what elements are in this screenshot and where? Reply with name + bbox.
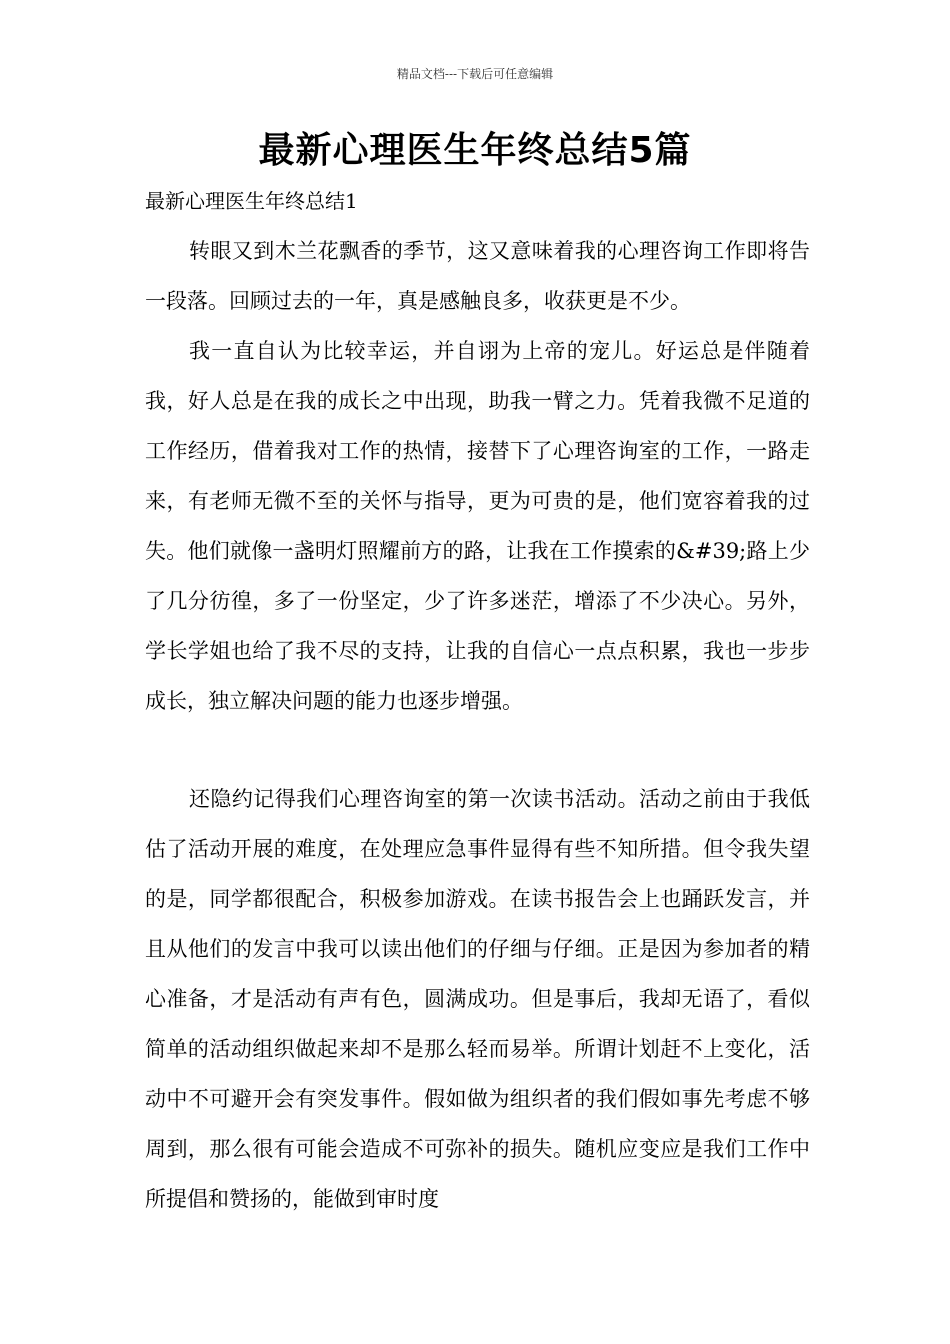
document-title: 最新心理医生年终总结5篇	[258, 130, 692, 171]
section-heading: 最新心理医生年终总结1	[145, 189, 358, 213]
paragraph-2: 我一直自认为比较幸运，并自诩为上帝的宠儿。好运总是伴随着我，好人总是在我的成长之中出现，助我一臂之力。凭着我微不足道的工作经历，借着我对工作的热情，接替下了心理咨询室的工作，一路走来，有老师无微不至的关怀与指导，更为可贵的是，他们宽容着我的过失。他们就像一盏明灯照耀前方的路，让我在工作摸索的&#39;路上少了几分彷徨，多了一份坚定，少了许多迷茫，增添了不少决心。另外，学长学姐也给了我不尽的支持，让我的自信心一点点积累，我也一步步成长，独立解决问题的能力也逐步增强。	[145, 339, 810, 713]
header-note: 精品文档---下载后可任意编辑	[396, 67, 554, 81]
paragraph-3: 还隐约记得我们心理咨询室的第一次读书活动。活动之前由于我低估了活动开展的难度，在处理应急事件显得有些不知所措。但令我失望的是，同学都很配合，积极参加游戏。在读书报告会上也踊跃发言，并且从他们的发言中我可以读出他们的仔细与仔细。正是因为参加者的精心准备，才是活动有声有色，圆满成功。但是事后，我却无语了，看似简单的活动组织做起来却不是那么轻而易举。所谓计划赶不上变化，活动中不可避开会有突发事件。假如做为组织者的我们假如事先考虑不够周到，那么很有可能会造成不可弥补的损失。随机应变应是我们工作中所提倡和赞扬的，能做到审时度	[145, 787, 810, 1211]
paragraph-1: 转眼又到木兰花飘香的季节，这又意味着我的心理咨询工作即将告一段落。回顾过去的一年，真是感触良多，收获更是不少。	[145, 239, 810, 313]
